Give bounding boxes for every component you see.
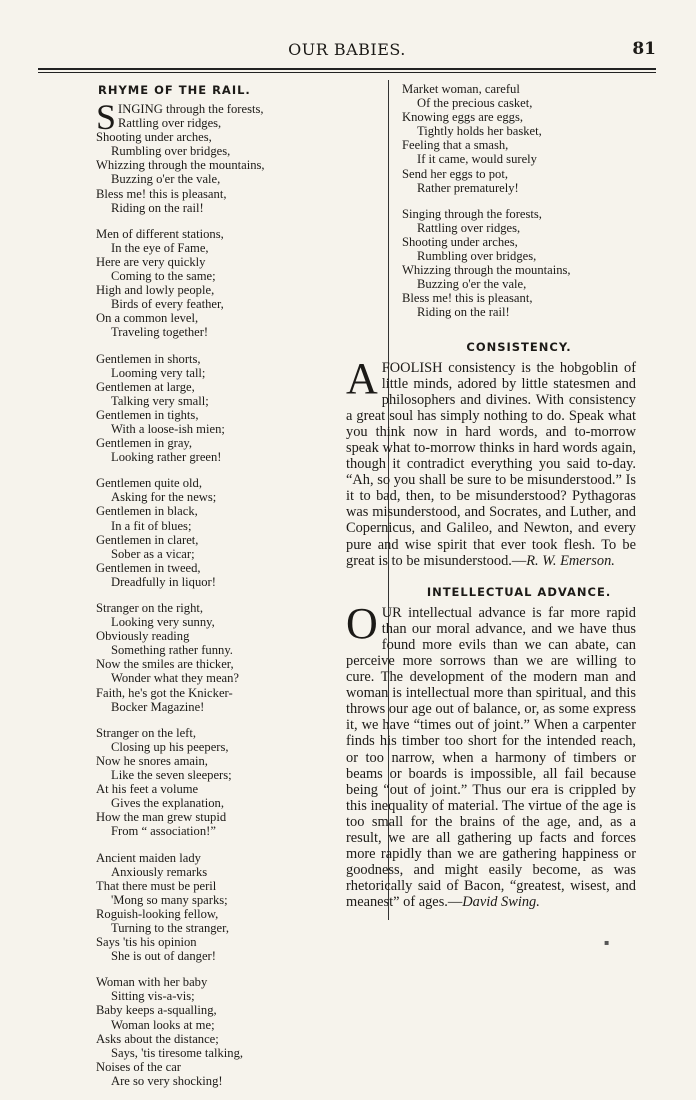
consistency-title: CONSISTENCY.	[466, 339, 572, 354]
poem-line	[96, 325, 378, 339]
page-number: 81	[632, 39, 656, 59]
poem-line	[96, 519, 378, 533]
poem-line	[96, 172, 378, 186]
poem-line-text: Woman with her baby	[96, 975, 208, 990]
poem-line-text: Are so very shocking!	[111, 1073, 223, 1088]
poem-line	[96, 201, 378, 215]
poem-line-text: Rather prematurely!	[417, 180, 519, 195]
poem-line-text: Looming very tall;	[111, 365, 206, 380]
poem-line-text: How the man grew stupid	[96, 810, 227, 825]
poem-line	[96, 629, 378, 643]
poem-body	[96, 97, 378, 1088]
poem-line-text: Gentlemen in gray,	[96, 436, 193, 451]
poem-line-text: With a loose-ish mien;	[111, 421, 225, 436]
left-column	[96, 82, 378, 1100]
stanza	[402, 207, 636, 320]
poem-line	[96, 490, 378, 504]
poem-line-text: INGING through the forests,	[118, 102, 264, 116]
poem-line-text: Feeling that a smash,	[402, 138, 509, 153]
poem-line	[96, 144, 378, 158]
poem-line-text: Rattling over ridges,	[118, 116, 222, 131]
poem-line-text: Rumbling over bridges,	[111, 144, 231, 159]
poem-line	[96, 1032, 378, 1046]
poem-line-text: Gives the explanation,	[111, 796, 224, 811]
poem-line	[402, 235, 636, 249]
poem-line	[96, 949, 378, 963]
poem-line	[96, 227, 378, 241]
poem-line	[402, 110, 636, 124]
poem-line-text: Whizzing through the mountains,	[402, 263, 571, 278]
stanza	[96, 476, 378, 589]
poem-line	[96, 269, 378, 283]
stanza	[96, 598, 378, 714]
poem-line	[96, 643, 378, 657]
poem-line-text: In a fit of blues;	[111, 518, 192, 533]
poem-line	[402, 291, 636, 305]
poem-line	[96, 311, 378, 325]
poem-line	[96, 1018, 378, 1032]
stanza	[96, 97, 378, 215]
poem-line-text: From “ association!”	[111, 824, 216, 839]
poem-line-text: Roguish-looking fellow,	[96, 906, 219, 921]
poem-line-text: Asks about the distance;	[96, 1031, 219, 1046]
poem-line-text: Shooting under arches,	[402, 234, 518, 249]
poem-line-text: Wonder what they mean?	[111, 671, 240, 686]
poem-line	[402, 124, 636, 138]
poem-line	[402, 181, 636, 195]
poem-line	[96, 241, 378, 255]
poem-line	[402, 305, 636, 319]
poem-line	[96, 686, 378, 700]
poem-line	[96, 297, 378, 311]
poem-line	[402, 96, 636, 110]
poem-line	[96, 921, 378, 935]
poem-line-text: Market woman, careful	[402, 82, 520, 96]
poem-line	[96, 255, 378, 269]
poem-line-text: Faith, he's got the Knicker-	[96, 685, 233, 700]
poem-line	[96, 116, 378, 130]
poem-line	[96, 380, 378, 394]
poem-line-text: That there must be peril	[96, 878, 217, 893]
poem-line-text: Knowing eggs are eggs,	[402, 110, 524, 125]
poem-line	[96, 561, 378, 575]
poem-line	[96, 700, 378, 714]
intellectual-article	[346, 598, 636, 911]
stanza	[96, 975, 378, 1088]
poem-line	[96, 975, 378, 989]
poem-line	[96, 1003, 378, 1017]
poem-line	[96, 796, 378, 810]
poem-line-text: Sober as a vicar;	[111, 546, 195, 561]
poem-line	[96, 615, 378, 629]
poem-line-text: Rattling over ridges,	[417, 220, 521, 235]
poem-line	[96, 436, 378, 450]
poem-line-text: Birds of every feather,	[111, 297, 224, 312]
poem-line	[96, 450, 378, 464]
poem-line	[96, 476, 378, 490]
poem-line-text: Men of different stations,	[96, 226, 224, 241]
poem-line-text: Dreadfully in liquor!	[111, 574, 216, 589]
poem-line-text: Tightly holds her basket,	[417, 124, 542, 139]
poem-line-text: Talking very small;	[111, 393, 209, 408]
poem-line	[402, 263, 636, 277]
consistency-drop-cap: A	[346, 353, 378, 403]
poem-line	[96, 1046, 378, 1060]
poem-line-text: Gentlemen in claret,	[96, 532, 199, 547]
poem-line	[96, 408, 378, 422]
poem-line-text: Closing up his peepers,	[111, 739, 229, 754]
poem-line	[96, 158, 378, 172]
poem-line	[96, 366, 378, 380]
poem-line-text: Coming to the same;	[111, 269, 216, 284]
poem-line-text: Sitting vis-a-vis;	[111, 989, 195, 1004]
poem-line-text: Asking for the news;	[111, 490, 217, 505]
poem-line-text: She is out of danger!	[111, 949, 216, 964]
poem-line-text: Stranger on the left,	[96, 725, 197, 740]
right-column	[346, 82, 636, 911]
intellectual-drop-cap: O	[346, 598, 378, 648]
poem-line-text: Stranger on the right,	[96, 601, 204, 615]
poem-line-text: Woman looks at me;	[111, 1017, 215, 1032]
poem-line-text: Bocker Magazine!	[111, 699, 205, 714]
running-title: OUR BABIES.	[288, 40, 406, 59]
poem-line	[402, 167, 636, 181]
consistency-author: R. W. Emerson.	[526, 552, 615, 569]
poem-line	[96, 935, 378, 949]
poem-line	[96, 283, 378, 297]
poem-line-text: Now he snores amain,	[96, 753, 208, 768]
stanza	[96, 352, 378, 465]
poem-line	[96, 601, 378, 615]
poem-line-text: Baby keeps a-squalling,	[96, 1003, 217, 1018]
poem-line	[402, 138, 636, 152]
poem-line	[402, 277, 636, 291]
page-speck: ▪	[604, 938, 610, 947]
poem-line-text: Singing through the forests,	[402, 206, 542, 221]
poem-line	[96, 726, 378, 740]
poem-line-text: Obviously reading	[96, 629, 190, 644]
poem-line-text: Here are very quickly	[96, 254, 206, 269]
poem-line-text: Turning to the stranger,	[111, 920, 229, 935]
poem-line-text: If it came, would surely	[417, 152, 537, 167]
poem-line-text: Gentlemen in tights,	[96, 407, 199, 422]
poem-line-text: Gentlemen in black,	[96, 504, 198, 519]
poem-line	[96, 1060, 378, 1074]
poem-line-text: Riding on the rail!	[417, 305, 510, 320]
poem-line	[96, 671, 378, 685]
poem-line	[96, 879, 378, 893]
consistency-text: FOOLISH consistency is the hobgoblin of little minds, adored by little statesmen and philosophers and divines. With consistency a great soul has simply nothing to do. Speak what you think now in hard words, and to-morrow speak what to-morrow thinks in hard words again, though it contradict everything you said to-day. “Ah, so you shall be sure to be misunderstood.” Is it to bad, then, to be misunderstood? Pythagoras was misunderstood, and Socrates, and Luther, and Copernicus, and Galileo, and Newton, and every pure and wise spirit that ever took flesh. To be great is to be misunderstood.—	[346, 359, 636, 569]
poem-line-text: Ancient maiden lady	[96, 850, 201, 865]
poem-line	[96, 1074, 378, 1088]
poem-line-text: On a common level,	[96, 311, 199, 326]
poem-line	[96, 907, 378, 921]
poem-line-text: Send her eggs to pot,	[402, 166, 508, 181]
poem-line-text: Bless me! this is pleasant,	[96, 186, 227, 201]
poem-line-text: Of the precious casket,	[417, 96, 533, 111]
poem-line-text: Says, 'tis tiresome talking,	[111, 1045, 244, 1060]
poem-line-text: 'Mong so many sparks;	[111, 892, 228, 907]
intellectual-title: INTELLECTUAL ADVANCE.	[426, 584, 612, 599]
poem-line-text: At his feet a volume	[96, 782, 199, 797]
poem-line	[402, 152, 636, 166]
poem-line	[96, 547, 378, 561]
poem-line-text: Buzzing o'er the vale,	[111, 172, 221, 187]
poem-line	[96, 893, 378, 907]
poem-line	[402, 207, 636, 221]
stanza	[96, 726, 378, 839]
intellectual-author: David Swing.	[462, 894, 540, 911]
poem-line-text: Looking rather green!	[111, 450, 222, 465]
poem-line	[96, 989, 378, 1003]
poem-line-text: Buzzing o'er the vale,	[417, 277, 527, 292]
poem-line	[402, 249, 636, 263]
consistency-article	[346, 353, 636, 569]
poem-line-text: Gentlemen at large,	[96, 379, 195, 394]
header-rule-thick	[38, 68, 656, 70]
poem-line-text: Whizzing through the mountains,	[96, 158, 265, 173]
poem-line	[96, 851, 378, 865]
poem-line	[96, 754, 378, 768]
poem-line	[96, 768, 378, 782]
poem-title: RHYME OF THE RAIL.	[98, 83, 251, 97]
intellectual-text: UR intellectual advance is far more rapid than our moral advance, and we have thus found more evils than we can abate, can perceive more sorrows than we are willing to cure. The development of the modern man and woman is intellectual more than spiritual, and this throws our age out of balance, or, as some express it, we have “times out of joint.” When a carpenter finds his timber too short for the intended reach, or too narrow, when a harmony of timbers or beams or boards is impossible, all fail because being “out of joint.” Thus our era is crippled by this inequality of material. The virtue of the age is too small for the brains of the age, and, as a result, we are all gathering up facts and forces more rapidly than we are gathering happiness or goodness, and might easily become, as was rhetorically said of Bacon, “greatest, wisest, and meanest” of ages.—	[346, 604, 636, 911]
poem-line	[96, 422, 378, 436]
poem-line-text: Traveling together!	[111, 325, 209, 340]
poem-line-text: High and lowly people,	[96, 283, 215, 298]
poem-line	[96, 130, 378, 144]
poem-line	[96, 352, 378, 366]
poem-line-text: Now the smiles are thicker,	[96, 657, 234, 672]
poem-line-text: Looking very sunny,	[111, 615, 215, 630]
poem-line	[96, 824, 378, 838]
poem-line	[96, 394, 378, 408]
poem-line	[96, 533, 378, 547]
poem-line	[96, 504, 378, 518]
poem-line	[96, 187, 378, 201]
poem-line	[96, 782, 378, 796]
poem-line	[96, 865, 378, 879]
header-rule-thin	[38, 72, 656, 73]
poem-line	[96, 575, 378, 589]
poem-line	[96, 657, 378, 671]
poem-line-text: Gentlemen in shorts,	[96, 351, 201, 366]
poem-line-text: Bless me! this is pleasant,	[402, 291, 533, 306]
poem-line-text: Rumbling over bridges,	[417, 249, 537, 264]
poem-line	[96, 810, 378, 824]
poem-line-text: Anxiously remarks	[111, 864, 208, 879]
poem-drop-cap: S	[96, 97, 117, 137]
poem-line-text: Shooting under arches,	[96, 130, 212, 145]
poem-line	[402, 221, 636, 235]
stanza	[96, 851, 378, 964]
poem-line	[402, 82, 636, 96]
poem-line-text: Noises of the car	[96, 1059, 181, 1074]
poem-line-text: In the eye of Fame,	[111, 240, 209, 255]
poem-continuation	[402, 82, 636, 320]
poem-line-text: Gentlemen quite old,	[96, 476, 202, 491]
poem-line-text: Like the seven sleepers;	[111, 768, 232, 783]
poem-line-text: Riding on the rail!	[111, 200, 204, 215]
poem-line	[96, 740, 378, 754]
poem-line-text: Something rather funny.	[111, 643, 233, 658]
stanza	[96, 227, 378, 340]
page-header	[38, 38, 656, 64]
stanza	[402, 82, 636, 195]
poem-line-text: Says 'tis his opinion	[96, 935, 197, 950]
poem-line-text: Gentlemen in tweed,	[96, 560, 201, 575]
